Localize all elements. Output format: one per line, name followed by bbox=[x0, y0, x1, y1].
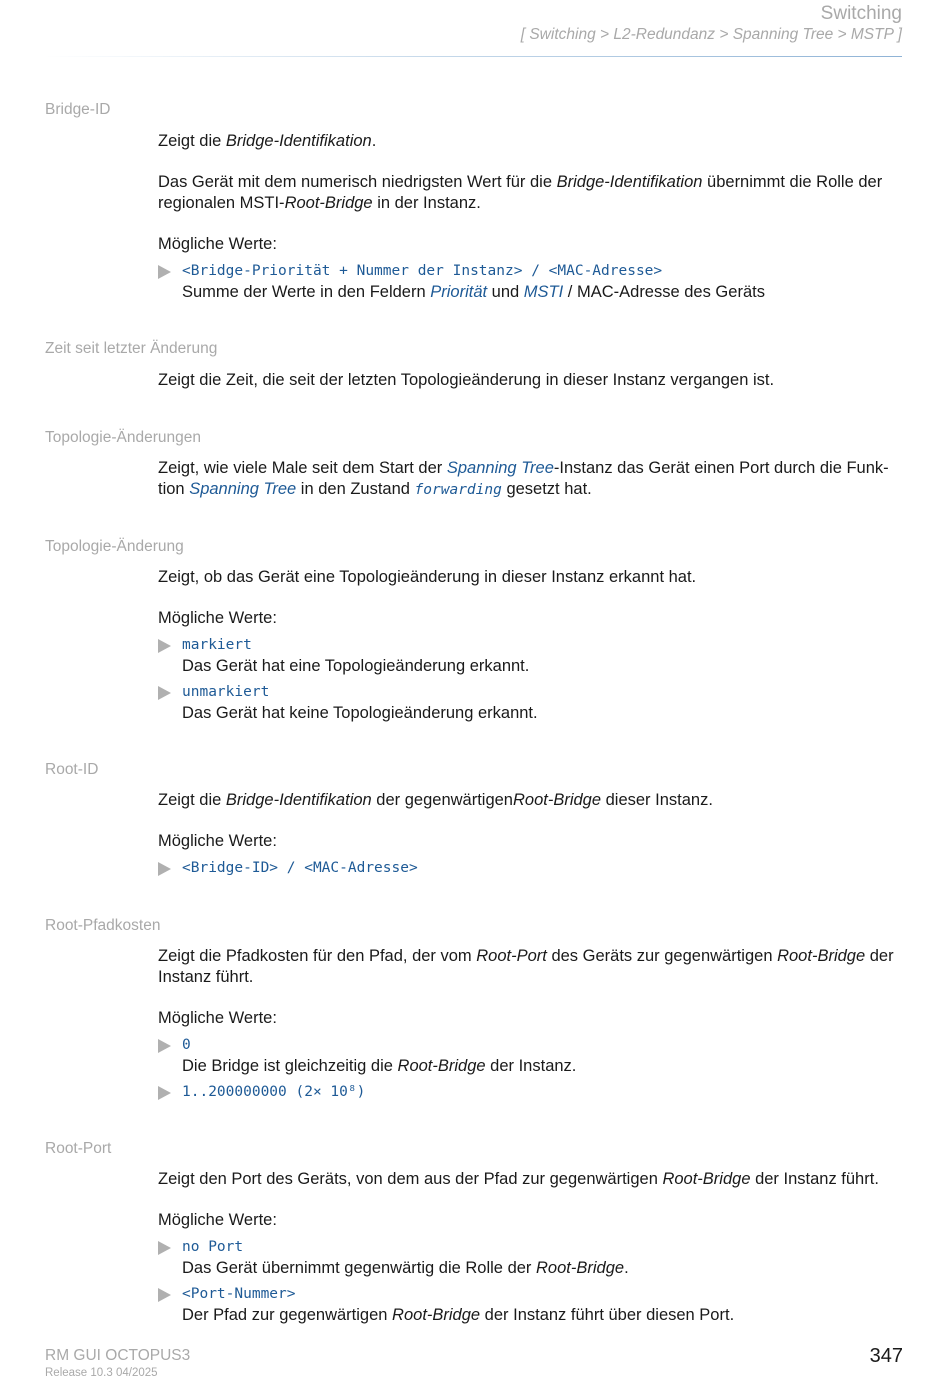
value-code: <Bridge-ID> / <MAC-Adresse> bbox=[182, 860, 418, 876]
term-root-bridge: Root-Bridge bbox=[284, 194, 373, 212]
text: Zeigt die Pfadkosten für den Pfad, der vom bbox=[158, 947, 477, 965]
text: der Instanz führt über diesen Port. bbox=[480, 1306, 735, 1324]
text: der Instanz führt. bbox=[750, 1170, 879, 1188]
text: in der Instanz. bbox=[372, 194, 481, 212]
values-label: Mögliche Werte: bbox=[158, 1211, 277, 1229]
value-description bbox=[182, 1305, 904, 1326]
text: des Geräts zur gegenwärtigen bbox=[546, 947, 778, 965]
text: Das Gerät mit dem numerisch niedrigsten Wert für die bbox=[158, 173, 557, 191]
term-bridge-identifikation: Bridge-Identifikation bbox=[225, 791, 372, 809]
value-code: <Bridge-Priorität + Nummer der Instanz> / <MAC-Adresse> bbox=[182, 263, 663, 279]
term-root-port: Root-Port bbox=[476, 947, 547, 965]
text: gesetzt hat. bbox=[501, 480, 592, 498]
text: Das Gerät übernimmt gegenwärtig die Rolle der bbox=[182, 1259, 537, 1277]
section-heading-zeit: Zeit seit letzter Änderung bbox=[45, 340, 218, 357]
section-heading-bridge-id: Bridge-ID bbox=[45, 101, 111, 118]
paragraph bbox=[158, 1169, 904, 1190]
bullet-triangle-icon bbox=[158, 639, 171, 653]
term-root-bridge: Root-Bridge bbox=[777, 947, 866, 965]
value-code: <Port-Nummer> bbox=[182, 1286, 296, 1302]
text: in den Zustand bbox=[296, 480, 415, 498]
value-item bbox=[158, 1035, 904, 1077]
term-root-bridge: Root-Bridge bbox=[512, 791, 602, 809]
value-description bbox=[182, 1056, 904, 1077]
term-root-bridge: Root-Bridge bbox=[397, 1057, 486, 1075]
section-body-topologie-aenderungen bbox=[158, 458, 904, 501]
bullet-triangle-icon bbox=[158, 862, 171, 876]
footer-release: Release 10.3 04/2025 bbox=[45, 1367, 158, 1379]
text: . bbox=[624, 1259, 629, 1277]
section-body-root-port bbox=[158, 1169, 904, 1326]
text: Summe der Werte in den Feldern bbox=[182, 283, 431, 301]
text: und bbox=[487, 283, 524, 301]
value-code: unmarkiert bbox=[182, 684, 270, 700]
value-code: no Port bbox=[182, 1239, 244, 1255]
header-divider bbox=[44, 56, 902, 57]
value-item bbox=[158, 635, 904, 677]
term-bridge-identifikation: Bridge-Identifikation bbox=[556, 173, 703, 191]
value-item bbox=[158, 1237, 904, 1279]
section-body-root-id bbox=[158, 790, 904, 879]
text: der gegenwärtigen bbox=[371, 791, 513, 809]
link-spanning-tree[interactable]: Spanning Tree bbox=[189, 480, 297, 498]
value-code: 1..200000000 (2× 10⁸) bbox=[182, 1084, 366, 1100]
bullet-triangle-icon bbox=[158, 1039, 171, 1053]
value-description: Das Gerät hat eine Topologieänderung erkannt. bbox=[182, 657, 530, 675]
value-item bbox=[158, 858, 904, 879]
page-number: 347 bbox=[869, 1345, 903, 1367]
term-root-bridge: Root-Bridge bbox=[662, 1170, 751, 1188]
text: Zeigt den Port des Geräts, von dem aus der Pfad zur gegenwärtigen bbox=[158, 1170, 663, 1188]
values-label: Mögliche Werte: bbox=[158, 235, 277, 253]
term-root-bridge: Root-Bridge bbox=[392, 1306, 481, 1324]
bullet-triangle-icon bbox=[158, 1288, 171, 1302]
bullet-triangle-icon bbox=[158, 1086, 171, 1100]
text: dieser Instanz. bbox=[601, 791, 713, 809]
paragraph: Zeigt die Zeit, die seit der letzten Topologieänderung in dieser Instanz vergangen ist. bbox=[158, 371, 775, 389]
breadcrumb: [ Switching > L2-Redundanz > Spanning Tree > MSTP ] bbox=[520, 26, 902, 43]
text: übernimmt die Rolle der regionalen MSTI- bbox=[158, 173, 883, 212]
section-heading-root-id: Root-ID bbox=[45, 761, 99, 778]
link-spanning-tree[interactable]: Spanning Tree bbox=[446, 459, 554, 477]
paragraph bbox=[158, 131, 904, 152]
values-label: Mögliche Werte: bbox=[158, 609, 277, 627]
section-heading-root-port: Root-Port bbox=[45, 1140, 112, 1157]
paragraph bbox=[158, 790, 904, 811]
footer-doc-name: RM GUI OCTOPUS3 bbox=[45, 1347, 191, 1364]
bullet-triangle-icon bbox=[158, 265, 171, 279]
paragraph bbox=[158, 172, 904, 214]
section-body-root-pfadkosten bbox=[158, 946, 904, 1103]
section-heading-topologie-aenderung: Topologie-Änderung bbox=[45, 538, 184, 555]
section-body-bridge-id bbox=[158, 131, 904, 303]
value-item bbox=[158, 1284, 904, 1326]
values-label: Mögliche Werte: bbox=[158, 1009, 277, 1027]
values-label: Mögliche Werte: bbox=[158, 832, 277, 850]
value-item bbox=[158, 682, 904, 724]
text: Zeigt, wie viele Male seit dem Start der bbox=[158, 459, 447, 477]
link-msti[interactable]: MSTI bbox=[523, 283, 564, 301]
value-code: 0 bbox=[182, 1037, 191, 1053]
section-heading-topologie-aenderungen: Topologie-Änderungen bbox=[45, 429, 201, 446]
paragraph: Zeigt, ob das Gerät eine Topologieänderung in dieser Instanz erkannt hat. bbox=[158, 568, 697, 586]
section-body-zeit bbox=[158, 370, 904, 391]
bullet-triangle-icon bbox=[158, 686, 171, 700]
term-root-bridge: Root-Bridge bbox=[536, 1259, 625, 1277]
text: Der Pfad zur gegenwärtigen bbox=[182, 1306, 393, 1324]
text: Die Bridge ist gleichzeitig die bbox=[182, 1057, 398, 1075]
paragraph bbox=[158, 458, 904, 501]
section-body-topologie-aenderung bbox=[158, 567, 904, 724]
section-heading-root-pfadkosten: Root-Pfadkosten bbox=[45, 917, 161, 934]
text: / MAC-Adresse des Geräts bbox=[563, 283, 765, 301]
chapter-title: Switching bbox=[820, 3, 902, 24]
term-bridge-identifikation: Bridge-Identifikation bbox=[225, 132, 372, 150]
value-item bbox=[158, 1082, 904, 1103]
value-description bbox=[182, 282, 904, 303]
text: Zeigt die bbox=[158, 132, 226, 150]
value-code: markiert bbox=[182, 637, 252, 653]
text: -Instanz das Gerät einen Port durch die Funk- tion bbox=[158, 459, 889, 498]
text: Zeigt die bbox=[158, 791, 226, 809]
value-description: Das Gerät hat keine Topologieänderung erkannt. bbox=[182, 704, 538, 722]
value-description bbox=[182, 1258, 904, 1279]
paragraph bbox=[158, 946, 904, 988]
text: der Instanz führt. bbox=[158, 947, 894, 986]
text: der Instanz. bbox=[485, 1057, 577, 1075]
value-forwarding: forwarding bbox=[414, 482, 502, 498]
link-prioritaet[interactable]: Priorität bbox=[430, 283, 488, 301]
text: . bbox=[371, 132, 377, 150]
value-item bbox=[158, 261, 904, 303]
bullet-triangle-icon bbox=[158, 1241, 171, 1255]
